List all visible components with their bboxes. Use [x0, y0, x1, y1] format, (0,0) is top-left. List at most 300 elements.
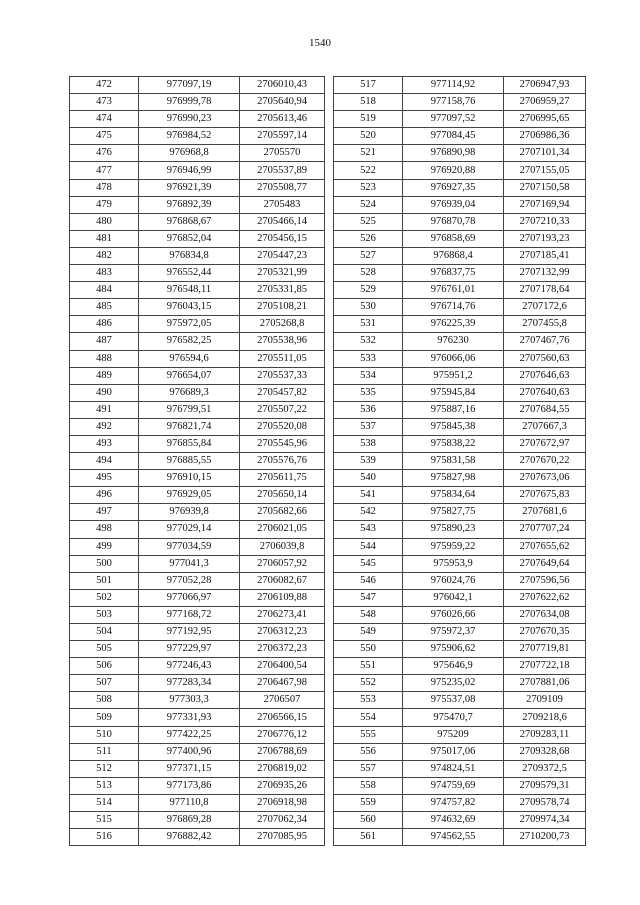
x-coordinate-cell: 975834,64 — [403, 487, 504, 504]
table-row — [70, 196, 325, 213]
y-coordinate-cell: 2706109,88 — [240, 589, 325, 606]
x-coordinate-cell: 977229,97 — [139, 641, 240, 658]
point-number-cell: 480 — [70, 213, 139, 230]
x-coordinate-cell: 975972,05 — [139, 316, 240, 333]
x-coordinate-cell: 977303,3 — [139, 692, 240, 709]
x-coordinate-cell: 976026,66 — [403, 606, 504, 623]
table-row — [70, 333, 325, 350]
y-coordinate-cell: 2706918,98 — [240, 794, 325, 811]
table-row — [70, 418, 325, 435]
x-coordinate-cell: 976946,99 — [139, 162, 240, 179]
x-coordinate-cell: 975887,16 — [403, 401, 504, 418]
table-row — [334, 606, 586, 623]
y-coordinate-cell: 2707670,35 — [504, 624, 586, 641]
x-coordinate-cell: 976855,84 — [139, 435, 240, 452]
point-number-cell: 551 — [334, 658, 403, 675]
table-row — [334, 418, 586, 435]
x-coordinate-cell: 975906,62 — [403, 641, 504, 658]
x-coordinate-cell: 975470,7 — [403, 709, 504, 726]
x-coordinate-cell: 976654,07 — [139, 367, 240, 384]
coordinates-table-right — [333, 76, 586, 846]
point-number-cell: 476 — [70, 145, 139, 162]
table-row — [70, 538, 325, 555]
y-coordinate-cell: 2707467,76 — [504, 333, 586, 350]
y-coordinate-cell: 2707150,58 — [504, 179, 586, 196]
x-coordinate-cell: 976870,78 — [403, 213, 504, 230]
table-row — [70, 794, 325, 811]
y-coordinate-cell: 2709974,34 — [504, 812, 586, 829]
point-number-cell: 535 — [334, 384, 403, 401]
y-coordinate-cell: 2707169,94 — [504, 196, 586, 213]
y-coordinate-cell: 2706566,15 — [240, 709, 325, 726]
point-number-cell: 545 — [334, 555, 403, 572]
x-coordinate-cell: 976968,8 — [139, 145, 240, 162]
y-coordinate-cell: 2705507,22 — [240, 401, 325, 418]
x-coordinate-cell: 976868,67 — [139, 213, 240, 230]
x-coordinate-cell: 976920,88 — [403, 162, 504, 179]
x-coordinate-cell: 975646,9 — [403, 658, 504, 675]
table-row — [70, 265, 325, 282]
table-row — [70, 760, 325, 777]
table-row — [334, 128, 586, 145]
point-number-cell: 553 — [334, 692, 403, 709]
x-coordinate-cell: 977158,76 — [403, 94, 504, 111]
x-coordinate-cell: 976834,8 — [139, 247, 240, 264]
point-number-cell: 507 — [70, 675, 139, 692]
table-row — [70, 709, 325, 726]
table-row — [334, 111, 586, 128]
y-coordinate-cell: 2705447,23 — [240, 247, 325, 264]
table-row — [334, 794, 586, 811]
table-row — [70, 77, 325, 94]
x-coordinate-cell: 976858,69 — [403, 230, 504, 247]
point-number-cell: 519 — [334, 111, 403, 128]
table-row — [334, 675, 586, 692]
y-coordinate-cell: 2707673,06 — [504, 470, 586, 487]
y-coordinate-cell: 2706959,27 — [504, 94, 586, 111]
x-coordinate-cell: 975827,75 — [403, 504, 504, 521]
point-number-cell: 479 — [70, 196, 139, 213]
table-row — [334, 282, 586, 299]
y-coordinate-cell: 2706010,43 — [240, 77, 325, 94]
table-row — [70, 453, 325, 470]
y-coordinate-cell: 2707178,64 — [504, 282, 586, 299]
y-coordinate-cell: 2707101,34 — [504, 145, 586, 162]
point-number-cell: 532 — [334, 333, 403, 350]
y-coordinate-cell: 2705268,8 — [240, 316, 325, 333]
table-row — [334, 435, 586, 452]
y-coordinate-cell: 2706947,93 — [504, 77, 586, 94]
x-coordinate-cell: 974562,55 — [403, 829, 504, 846]
x-coordinate-cell: 975017,06 — [403, 743, 504, 760]
y-coordinate-cell: 2707172,6 — [504, 299, 586, 316]
x-coordinate-cell: 977041,3 — [139, 555, 240, 572]
x-coordinate-cell: 976892,39 — [139, 196, 240, 213]
y-coordinate-cell: 2707681,6 — [504, 504, 586, 521]
y-coordinate-cell: 2705456,15 — [240, 230, 325, 247]
table-row — [70, 777, 325, 794]
x-coordinate-cell: 976927,35 — [403, 179, 504, 196]
x-coordinate-cell: 975827,98 — [403, 470, 504, 487]
point-number-cell: 475 — [70, 128, 139, 145]
point-number-cell: 528 — [334, 265, 403, 282]
table-row — [70, 692, 325, 709]
y-coordinate-cell: 2707560,63 — [504, 350, 586, 367]
table-row — [70, 230, 325, 247]
y-coordinate-cell: 2707667,3 — [504, 418, 586, 435]
x-coordinate-cell: 977192,95 — [139, 624, 240, 641]
point-number-cell: 486 — [70, 316, 139, 333]
point-number-cell: 478 — [70, 179, 139, 196]
table-row — [334, 77, 586, 94]
y-coordinate-cell: 2705511,05 — [240, 350, 325, 367]
table-row — [70, 589, 325, 606]
y-coordinate-cell: 2706039,8 — [240, 538, 325, 555]
point-number-cell: 498 — [70, 521, 139, 538]
y-coordinate-cell: 2707670,22 — [504, 453, 586, 470]
y-coordinate-cell: 2709109 — [504, 692, 586, 709]
y-coordinate-cell: 2705537,33 — [240, 367, 325, 384]
point-number-cell: 500 — [70, 555, 139, 572]
y-coordinate-cell: 2705650,14 — [240, 487, 325, 504]
point-number-cell: 481 — [70, 230, 139, 247]
point-number-cell: 490 — [70, 384, 139, 401]
point-number-cell: 474 — [70, 111, 139, 128]
y-coordinate-cell: 2705682,66 — [240, 504, 325, 521]
table-row — [70, 247, 325, 264]
x-coordinate-cell: 975209 — [403, 726, 504, 743]
y-coordinate-cell: 2707722,18 — [504, 658, 586, 675]
y-coordinate-cell: 2706312,23 — [240, 624, 325, 641]
x-coordinate-cell: 976689,3 — [139, 384, 240, 401]
table-row — [334, 94, 586, 111]
table-row — [334, 538, 586, 555]
point-number-cell: 549 — [334, 624, 403, 641]
table-row — [70, 350, 325, 367]
point-number-cell: 544 — [334, 538, 403, 555]
x-coordinate-cell: 977034,59 — [139, 538, 240, 555]
point-number-cell: 493 — [70, 435, 139, 452]
point-number-cell: 496 — [70, 487, 139, 504]
table-row — [334, 230, 586, 247]
x-coordinate-cell: 977173,86 — [139, 777, 240, 794]
x-coordinate-cell: 977283,34 — [139, 675, 240, 692]
table-row — [70, 470, 325, 487]
table-row — [70, 401, 325, 418]
point-number-cell: 536 — [334, 401, 403, 418]
table-row — [70, 487, 325, 504]
x-coordinate-cell: 976939,04 — [403, 196, 504, 213]
y-coordinate-cell: 2707085,95 — [240, 829, 325, 846]
y-coordinate-cell: 2707655,62 — [504, 538, 586, 555]
point-number-cell: 525 — [334, 213, 403, 230]
y-coordinate-cell: 2705640,94 — [240, 94, 325, 111]
point-number-cell: 552 — [334, 675, 403, 692]
table-row — [334, 829, 586, 846]
table-row — [70, 316, 325, 333]
x-coordinate-cell: 977084,45 — [403, 128, 504, 145]
point-number-cell: 546 — [334, 572, 403, 589]
point-number-cell: 494 — [70, 453, 139, 470]
x-coordinate-cell: 976837,75 — [403, 265, 504, 282]
point-number-cell: 477 — [70, 162, 139, 179]
y-coordinate-cell: 2707707,24 — [504, 521, 586, 538]
table-row — [70, 521, 325, 538]
y-coordinate-cell: 2709579,31 — [504, 777, 586, 794]
point-number-cell: 550 — [334, 641, 403, 658]
table-row — [334, 777, 586, 794]
x-coordinate-cell: 976582,25 — [139, 333, 240, 350]
y-coordinate-cell: 2705597,14 — [240, 128, 325, 145]
y-coordinate-cell: 2705108,21 — [240, 299, 325, 316]
y-coordinate-cell: 2707719,81 — [504, 641, 586, 658]
y-coordinate-cell: 2707185,41 — [504, 247, 586, 264]
x-coordinate-cell: 976921,39 — [139, 179, 240, 196]
table-row — [334, 247, 586, 264]
y-coordinate-cell: 2705538,96 — [240, 333, 325, 350]
point-number-cell: 548 — [334, 606, 403, 623]
table-row — [70, 555, 325, 572]
y-coordinate-cell: 2707634,08 — [504, 606, 586, 623]
point-number-cell: 538 — [334, 435, 403, 452]
x-coordinate-cell: 977029,14 — [139, 521, 240, 538]
x-coordinate-cell: 976852,04 — [139, 230, 240, 247]
y-coordinate-cell: 2707622,62 — [504, 589, 586, 606]
point-number-cell: 559 — [334, 794, 403, 811]
y-coordinate-cell: 2707132,99 — [504, 265, 586, 282]
y-coordinate-cell: 2706986,36 — [504, 128, 586, 145]
table-row — [334, 145, 586, 162]
y-coordinate-cell: 2707640,63 — [504, 384, 586, 401]
x-coordinate-cell: 977422,25 — [139, 726, 240, 743]
table-row — [334, 401, 586, 418]
table-row — [70, 299, 325, 316]
point-number-cell: 492 — [70, 418, 139, 435]
x-coordinate-cell: 976869,28 — [139, 812, 240, 829]
table-row — [70, 726, 325, 743]
x-coordinate-cell: 974759,69 — [403, 777, 504, 794]
point-number-cell: 524 — [334, 196, 403, 213]
x-coordinate-cell: 976043,15 — [139, 299, 240, 316]
table-row — [70, 435, 325, 452]
y-coordinate-cell: 2707455,8 — [504, 316, 586, 333]
x-coordinate-cell: 976799,51 — [139, 401, 240, 418]
x-coordinate-cell: 974824,51 — [403, 760, 504, 777]
point-number-cell: 482 — [70, 247, 139, 264]
point-number-cell: 523 — [334, 179, 403, 196]
x-coordinate-cell: 977110,8 — [139, 794, 240, 811]
x-coordinate-cell: 975945,84 — [403, 384, 504, 401]
y-coordinate-cell: 2705466,14 — [240, 213, 325, 230]
table-row — [70, 145, 325, 162]
table-row — [70, 641, 325, 658]
table-row — [334, 572, 586, 589]
y-coordinate-cell: 2709328,68 — [504, 743, 586, 760]
table-row — [70, 743, 325, 760]
point-number-cell: 497 — [70, 504, 139, 521]
point-number-cell: 560 — [334, 812, 403, 829]
x-coordinate-cell: 975838,22 — [403, 435, 504, 452]
x-coordinate-cell: 977097,52 — [403, 111, 504, 128]
table-row — [334, 709, 586, 726]
y-coordinate-cell: 2707672,97 — [504, 435, 586, 452]
point-number-cell: 530 — [334, 299, 403, 316]
point-number-cell: 543 — [334, 521, 403, 538]
table-row — [334, 641, 586, 658]
y-coordinate-cell: 2707675,83 — [504, 487, 586, 504]
table-row — [70, 213, 325, 230]
x-coordinate-cell: 975951,2 — [403, 367, 504, 384]
point-number-cell: 518 — [334, 94, 403, 111]
point-number-cell: 527 — [334, 247, 403, 264]
x-coordinate-cell: 976882,42 — [139, 829, 240, 846]
point-number-cell: 491 — [70, 401, 139, 418]
y-coordinate-cell: 2707062,34 — [240, 812, 325, 829]
x-coordinate-cell: 976821,74 — [139, 418, 240, 435]
x-coordinate-cell: 976548,11 — [139, 282, 240, 299]
x-coordinate-cell: 975953,9 — [403, 555, 504, 572]
table-row — [334, 196, 586, 213]
table-row — [70, 675, 325, 692]
point-number-cell: 541 — [334, 487, 403, 504]
table-row — [70, 829, 325, 846]
table-row — [70, 572, 325, 589]
point-number-cell: 489 — [70, 367, 139, 384]
y-coordinate-cell: 2705321,99 — [240, 265, 325, 282]
table-row — [70, 812, 325, 829]
x-coordinate-cell: 974757,82 — [403, 794, 504, 811]
table-row — [70, 94, 325, 111]
table-row — [334, 299, 586, 316]
table-row — [334, 692, 586, 709]
point-number-cell: 501 — [70, 572, 139, 589]
x-coordinate-cell: 976225,39 — [403, 316, 504, 333]
point-number-cell: 517 — [334, 77, 403, 94]
point-number-cell: 526 — [334, 230, 403, 247]
table-row — [334, 333, 586, 350]
table-row — [70, 658, 325, 675]
y-coordinate-cell: 2706819,02 — [240, 760, 325, 777]
table-row — [334, 350, 586, 367]
x-coordinate-cell: 976714,76 — [403, 299, 504, 316]
x-coordinate-cell: 977114,92 — [403, 77, 504, 94]
y-coordinate-cell: 2705576,76 — [240, 453, 325, 470]
x-coordinate-cell: 976984,52 — [139, 128, 240, 145]
y-coordinate-cell: 2709218,6 — [504, 709, 586, 726]
point-number-cell: 502 — [70, 589, 139, 606]
table-row — [70, 624, 325, 641]
y-coordinate-cell: 2705483 — [240, 196, 325, 213]
y-coordinate-cell: 2707155,05 — [504, 162, 586, 179]
x-coordinate-cell: 975537,08 — [403, 692, 504, 709]
y-coordinate-cell: 2706467,98 — [240, 675, 325, 692]
table-row — [70, 606, 325, 623]
table-row — [334, 162, 586, 179]
table-row — [334, 658, 586, 675]
y-coordinate-cell: 2709372,5 — [504, 760, 586, 777]
x-coordinate-cell: 977371,15 — [139, 760, 240, 777]
x-coordinate-cell: 976024,76 — [403, 572, 504, 589]
x-coordinate-cell: 977097,19 — [139, 77, 240, 94]
y-coordinate-cell: 2705508,77 — [240, 179, 325, 196]
y-coordinate-cell: 2706788,69 — [240, 743, 325, 760]
x-coordinate-cell: 977052,28 — [139, 572, 240, 589]
page-number: 1540 — [309, 37, 331, 49]
y-coordinate-cell: 2705537,89 — [240, 162, 325, 179]
point-number-cell: 506 — [70, 658, 139, 675]
point-number-cell: 540 — [334, 470, 403, 487]
point-number-cell: 533 — [334, 350, 403, 367]
y-coordinate-cell: 2706021,05 — [240, 521, 325, 538]
point-number-cell: 487 — [70, 333, 139, 350]
y-coordinate-cell: 2706057,92 — [240, 555, 325, 572]
x-coordinate-cell: 977331,93 — [139, 709, 240, 726]
x-coordinate-cell: 977168,72 — [139, 606, 240, 623]
x-coordinate-cell: 977066,97 — [139, 589, 240, 606]
y-coordinate-cell: 2705545,96 — [240, 435, 325, 452]
y-coordinate-cell: 2705331,85 — [240, 282, 325, 299]
point-number-cell: 537 — [334, 418, 403, 435]
point-number-cell: 514 — [70, 794, 139, 811]
table-row — [334, 726, 586, 743]
table-row — [70, 111, 325, 128]
point-number-cell: 521 — [334, 145, 403, 162]
y-coordinate-cell: 2706082,67 — [240, 572, 325, 589]
table-row — [334, 213, 586, 230]
x-coordinate-cell: 976230 — [403, 333, 504, 350]
y-coordinate-cell: 2706372,23 — [240, 641, 325, 658]
y-coordinate-cell: 2707649,64 — [504, 555, 586, 572]
table-row — [334, 384, 586, 401]
point-number-cell: 542 — [334, 504, 403, 521]
table-row — [334, 624, 586, 641]
point-number-cell: 484 — [70, 282, 139, 299]
table-row — [334, 453, 586, 470]
point-number-cell: 516 — [70, 829, 139, 846]
table-row — [334, 487, 586, 504]
x-coordinate-cell: 976594,6 — [139, 350, 240, 367]
x-coordinate-cell: 976939,8 — [139, 504, 240, 521]
table-row — [334, 521, 586, 538]
x-coordinate-cell: 977246,43 — [139, 658, 240, 675]
table-row — [334, 367, 586, 384]
y-coordinate-cell: 2705613,46 — [240, 111, 325, 128]
y-coordinate-cell: 2706400,54 — [240, 658, 325, 675]
table-row — [70, 128, 325, 145]
y-coordinate-cell: 2706995,65 — [504, 111, 586, 128]
point-number-cell: 522 — [334, 162, 403, 179]
y-coordinate-cell: 2706776,12 — [240, 726, 325, 743]
table-row — [334, 589, 586, 606]
y-coordinate-cell: 2709578,74 — [504, 794, 586, 811]
point-number-cell: 510 — [70, 726, 139, 743]
table-row — [70, 162, 325, 179]
table-row — [334, 470, 586, 487]
y-coordinate-cell: 2705457,82 — [240, 384, 325, 401]
y-coordinate-cell: 2707596,56 — [504, 572, 586, 589]
x-coordinate-cell: 976990,23 — [139, 111, 240, 128]
table-row — [70, 367, 325, 384]
x-coordinate-cell: 976868,4 — [403, 247, 504, 264]
point-number-cell: 515 — [70, 812, 139, 829]
y-coordinate-cell: 2710200,73 — [504, 829, 586, 846]
y-coordinate-cell: 2707646,63 — [504, 367, 586, 384]
table-row — [334, 760, 586, 777]
point-number-cell: 508 — [70, 692, 139, 709]
point-number-cell: 555 — [334, 726, 403, 743]
table-row — [70, 504, 325, 521]
point-number-cell: 556 — [334, 743, 403, 760]
